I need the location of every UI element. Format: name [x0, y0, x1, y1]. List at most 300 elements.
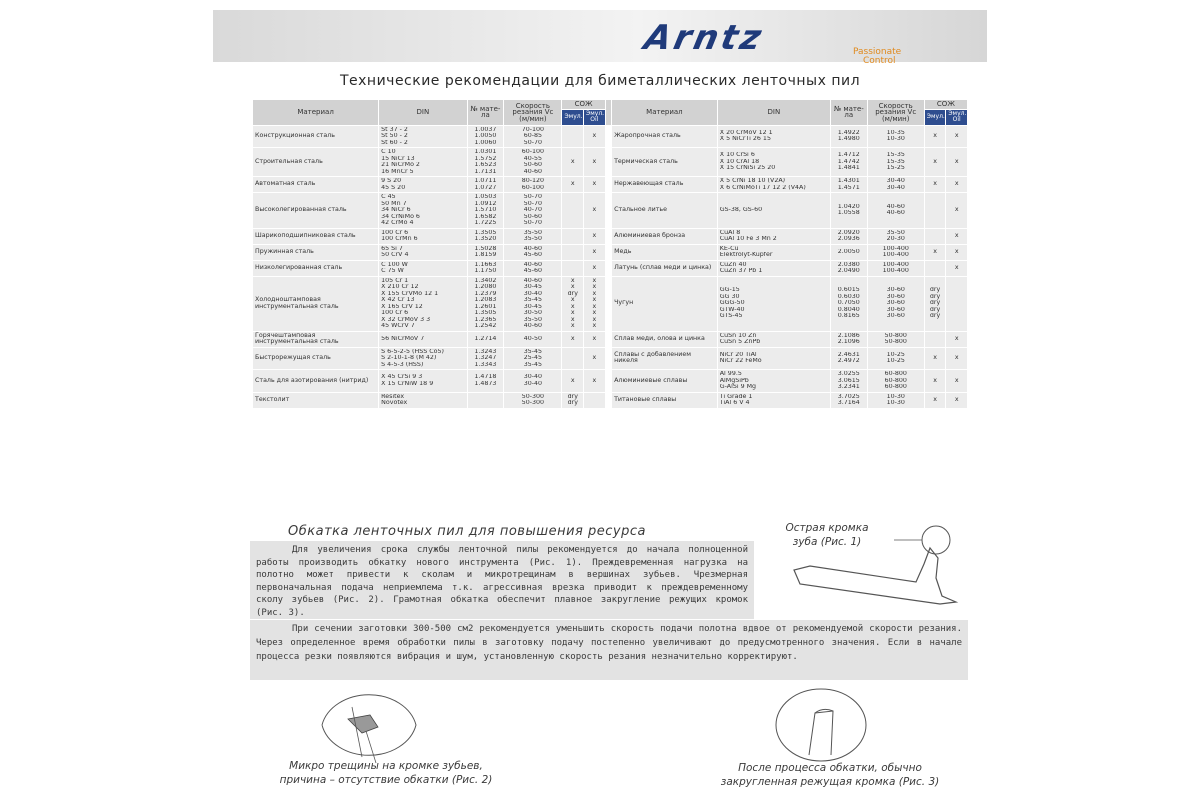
din-cell-line: Resitex: [381, 393, 405, 400]
material-number-cell: [467, 347, 504, 370]
cutting-speed-cell-line: 60-85: [523, 133, 543, 139]
cutting-speed-cell-line: 50-60: [523, 213, 543, 220]
cutting-speed-cell: [867, 260, 924, 276]
material-number-cell: [467, 148, 504, 177]
coolant-mark: x: [570, 377, 575, 384]
material-number-cell-line: 1.3505: [474, 310, 497, 316]
coolant-emulsion-cell: [924, 331, 946, 347]
coolant-oil-cell: [946, 244, 968, 260]
cutting-speed-cell-line: 40-55: [523, 155, 543, 162]
din-cell-line: S 6-5-2-5 (HSS Co5): [381, 348, 444, 355]
din-cell-line: St 37 - 2: [381, 126, 408, 133]
material-number-cell: [830, 260, 867, 276]
coolant-emulsion-cell: [562, 276, 584, 331]
material-cell: Конструкционная сталь: [253, 125, 379, 148]
coolant-oil-cell: [946, 260, 968, 276]
fig3-caption: [700, 761, 960, 789]
material-number-cell: [830, 193, 867, 229]
material-number-cell-line: 0.7050: [837, 300, 860, 307]
coolant-mark: dry: [567, 393, 578, 400]
material-number-cell-line: 1.3343: [474, 361, 497, 368]
material-cell: Стальное литье: [612, 193, 718, 229]
coolant-oil-cell: [584, 347, 606, 370]
table-body: [253, 125, 968, 408]
din-cell-line: 34 CrNiMo 6: [381, 213, 420, 220]
coolant-mark: x: [933, 396, 937, 403]
din-cell-line: CuSn 10 Zn: [719, 332, 757, 339]
cutting-speed-cell-line: 10-25: [886, 351, 905, 358]
coolant-mark: x: [592, 181, 597, 188]
coolant-oil-cell: [946, 392, 968, 408]
coolant-mark: dry: [567, 290, 578, 297]
cutting-speed-cell-line: 45-60: [523, 268, 543, 274]
din-cell: [379, 331, 467, 347]
material-cell: Алюминиевые сплавы: [612, 370, 718, 393]
table-row: [253, 148, 968, 177]
cutting-speed-cell-line: 100-400: [882, 252, 909, 258]
material-cell: Низколегированная сталь: [253, 260, 379, 276]
cutting-speed-cell-line: 25-45: [523, 355, 543, 361]
material-number-cell-line: 1.3402: [474, 277, 497, 284]
material-number-cell-line: 1.6582: [474, 213, 497, 220]
din-cell-line: 50 CrV 4: [381, 252, 409, 258]
coolant-mark: x: [592, 207, 597, 213]
coolant-mark: x: [954, 335, 959, 342]
coolant-mark: dry: [929, 313, 941, 320]
din-cell: [717, 331, 830, 347]
coolant-oil-cell: [584, 125, 606, 148]
coolant-mark: x: [954, 207, 959, 213]
din-cell: [717, 177, 830, 193]
material-number-cell-line: 1.2083: [474, 297, 497, 303]
din-cell: [379, 148, 467, 177]
material-number-cell-line: 3.0255: [837, 371, 860, 377]
material-number-cell-line: 2.4972: [837, 358, 860, 365]
coolant-emulsion-cell: [924, 392, 946, 408]
coolant-mark: x: [954, 181, 959, 188]
cutting-speed-cell-line: 35-50: [523, 229, 543, 236]
din-cell: [717, 228, 830, 244]
coolant-mark: x: [933, 355, 937, 361]
cutting-speed-cell: [867, 125, 924, 148]
coolant-emulsion-cell: [562, 125, 584, 148]
material-number-cell-line: 1.5028: [474, 245, 497, 252]
cutting-speed-cell-line: 40-60: [523, 323, 543, 329]
cutting-speed-cell: [504, 392, 562, 408]
coolant-emulsion-cell: [562, 148, 584, 177]
din-cell-line: C 100 W: [381, 261, 408, 268]
material-cell: Высоколегированная сталь: [253, 193, 379, 229]
cutting-speed-cell-line: 50-800: [884, 339, 907, 345]
material-number-cell-line: 1.3520: [474, 236, 497, 242]
cutting-speed-cell-line: 20-30: [886, 236, 905, 242]
din-cell-line: X 6 CrNiMoTi 17 12 2 (V4A): [719, 184, 806, 191]
cutting-speed-cell: [504, 125, 562, 148]
coolant-mark: x: [592, 335, 597, 342]
cutting-speed-cell: [504, 148, 562, 177]
fig2-caption-line-2: причина – отсутствие обкатки (Рис. 2): [279, 774, 493, 786]
material-number-cell-line: 1.0558: [837, 210, 860, 217]
material-number-cell: [830, 177, 867, 193]
run-in-paragraph-1: Для увеличения срока службы ленточной пилы рекомендуется до начала полноценной работы производить обкатку нового инструмента (Рис. 1). Преждевременная нагрузка на полотно может привести к сколам и микротрещинам в вершинах зубьев. Чрезмерная первоначальная подача неприемлема т.к. агрессивная врезка приводит к преждевременному сколу зубьев (Рис. 2). Грамотная обкатка обеспечит плавное закругление режущих кромок (Рис. 3).: [250, 541, 754, 619]
coolant-mark: dry: [929, 287, 941, 294]
coolant-emulsion-cell: [924, 177, 946, 193]
cutting-speed-cell: [867, 331, 924, 347]
coolant-emulsion-cell: [562, 193, 584, 229]
coolant-mark: x: [592, 377, 597, 384]
din-cell: [379, 125, 467, 148]
coolant-emulsion-cell: [924, 347, 946, 370]
din-cell: [717, 260, 830, 276]
cutting-speed-cell-line: 50-70: [523, 220, 543, 226]
coolant-mark: x: [592, 310, 597, 316]
material-number-cell: [830, 148, 867, 177]
cutting-speed-cell-line: 100-400: [882, 268, 909, 274]
material-number-cell-line: 1.0060: [474, 139, 497, 146]
din-cell-line: 45 S 20: [381, 184, 406, 191]
coolant-mark: x: [933, 377, 937, 384]
coolant-mark: x: [570, 297, 575, 303]
coolant-emulsion-cell: [924, 370, 946, 393]
din-cell-line: 34 NiCr 6: [381, 207, 411, 213]
din-cell-line: 65 Si 7: [381, 245, 403, 252]
col-coolant-right: СОЖ: [924, 100, 967, 110]
din-cell: [379, 193, 467, 229]
material-number-cell-line: 0.8040: [837, 306, 860, 313]
cutting-speed-cell-line: 10-30: [886, 136, 905, 143]
coolant-mark: x: [570, 181, 575, 188]
din-cell-line: GG 30: [719, 293, 740, 300]
material-number-cell-line: 1.4718: [474, 374, 497, 381]
coolant-oil-cell: [584, 177, 606, 193]
coolant-oil-cell: [946, 331, 968, 347]
din-cell-line: KE-Cu: [719, 245, 739, 252]
material-number-cell-line: 2.1086: [837, 332, 860, 339]
din-cell-line: X 10 CrSi 6: [719, 152, 755, 159]
cutting-speed-cell-line: 40-60: [886, 203, 905, 210]
material-cell: Чугун: [612, 276, 718, 331]
material-cell: Термическая сталь: [612, 148, 718, 177]
cutting-speed-cell-line: 80-120: [521, 178, 545, 184]
material-number-cell-line: 1.0711: [474, 178, 497, 184]
material-number-cell: [467, 276, 504, 331]
cutting-speed-cell-line: 60-800: [884, 377, 907, 384]
material-cell: Строительная сталь: [253, 148, 379, 177]
din-cell-line: 42 CrMo 4: [381, 220, 414, 226]
material-cell: Автоматная сталь: [253, 177, 379, 193]
din-cell-line: X 210 Cr 12: [381, 284, 419, 290]
col-coolant-wet: Эмул.: [562, 109, 584, 125]
din-cell: [717, 392, 830, 408]
coolant-oil-cell: [946, 347, 968, 370]
coolant-mark: x: [954, 355, 959, 361]
cutting-speed-cell-line: 35-45: [523, 361, 543, 368]
col-material: Материал: [253, 100, 379, 126]
coolant-emulsion-cell: [562, 260, 584, 276]
material-number-cell-line: 2.0380: [837, 261, 860, 268]
material-number-cell-line: 1.8159: [474, 252, 497, 258]
material-number-cell-line: 1.5752: [474, 155, 497, 162]
cutting-speed-cell: [867, 148, 924, 177]
cutting-speed-cell-line: 50-300: [521, 400, 545, 406]
table-row: [253, 228, 968, 244]
material-number-cell: [467, 244, 504, 260]
cutting-speed-cell-line: 35-45: [523, 297, 543, 303]
coolant-emulsion-cell: [924, 244, 946, 260]
coolant-mark: x: [933, 181, 937, 188]
section-title: Обкатка ленточных пил для повышения ресурса: [288, 524, 646, 539]
din-cell: [717, 125, 830, 148]
coolant-emulsion-cell: [562, 244, 584, 260]
material-number-cell-line: 2.1096: [837, 339, 860, 345]
rounded-edge-figure: [773, 685, 869, 763]
din-cell-line: Novotex: [381, 400, 408, 406]
material-cell: Латунь (сплав меди и цинка): [612, 260, 718, 276]
material-number-cell-line: 1.6523: [474, 162, 497, 168]
cutting-speed-cell: [504, 347, 562, 370]
coolant-mark: x: [570, 158, 575, 165]
coolant-oil-cell: [584, 276, 606, 331]
coolant-oil-cell: [946, 177, 968, 193]
material-number-cell-line: 1.2080: [474, 284, 497, 290]
coolant-mark: x: [570, 277, 575, 284]
cutting-speed-cell-line: 30-40: [523, 374, 543, 381]
recommendations-table: [252, 99, 968, 409]
din-cell-line: 16 MnCr 5: [381, 168, 414, 175]
material-number-cell: [467, 260, 504, 276]
din-cell-line: Elektrolyt-Kupfer: [719, 252, 773, 258]
col-material-right: Материал: [612, 100, 718, 126]
coolant-oil-cell: [946, 125, 968, 148]
din-cell: [379, 276, 467, 331]
din-cell: [379, 177, 467, 193]
fig3-caption-line-2: закругленная режущая кромка (Рис. 3): [720, 776, 940, 788]
din-cell-line: NiCr 20 TiAl: [719, 351, 757, 358]
table-row: [253, 244, 968, 260]
table-row: [253, 276, 968, 331]
material-cell: Горячештамповая инструментальная сталь: [253, 331, 379, 347]
material-number-cell: [830, 331, 867, 347]
cutting-speed-cell-line: 40-60: [523, 245, 543, 252]
coolant-emulsion-cell: [924, 260, 946, 276]
coolant-mark: x: [592, 303, 597, 310]
micro-cracks-figure: [318, 685, 420, 765]
material-cell: Пружинная сталь: [253, 244, 379, 260]
fig2-caption-line-1: Микро трещины на кромке зубьев,: [289, 760, 483, 772]
table-row: [253, 260, 968, 276]
din-cell-line: TiAl 6 V 4: [719, 400, 750, 406]
material-number-cell-line: 3.7164: [837, 400, 860, 406]
coolant-mark: x: [592, 316, 597, 323]
din-cell: [717, 148, 830, 177]
cutting-speed-cell: [867, 276, 924, 331]
coolant-mark: x: [592, 248, 597, 255]
coolant-mark: x: [954, 264, 959, 271]
cutting-speed-cell: [867, 347, 924, 370]
cutting-speed-cell-line: 10-30: [886, 393, 905, 400]
cutting-speed-cell-line: 30-60: [886, 293, 905, 300]
coolant-emulsion-cell: [562, 347, 584, 370]
coolant-mark: x: [570, 323, 575, 329]
coolant-mark: x: [954, 232, 959, 239]
coolant-mark: x: [592, 277, 597, 284]
material-number-cell-line: 1.7131: [474, 168, 497, 175]
material-number-cell-line: 1.2542: [474, 323, 497, 329]
material-number-cell: [830, 370, 867, 393]
din-cell: [717, 347, 830, 370]
cutting-speed-cell-line: 30-40: [886, 178, 905, 184]
material-number-cell: [467, 228, 504, 244]
cutting-speed-cell: [504, 276, 562, 331]
din-cell-line: GTW-40: [719, 306, 745, 313]
material-number-cell-line: 1.0727: [474, 184, 497, 191]
material-number-cell-line: 1.4922: [837, 129, 860, 136]
material-number-cell-line: 1.0420: [837, 203, 860, 210]
din-cell-line: Al 99.5: [719, 371, 742, 377]
table-row: [253, 193, 968, 229]
coolant-mark: dry: [929, 306, 941, 313]
din-cell-line: X 155 CrVMo 12 1: [381, 290, 439, 297]
material-cell: Медь: [612, 244, 718, 260]
din-cell-line: X 5 NiCrTi 26 15: [719, 136, 771, 143]
coolant-emulsion-cell: [562, 392, 584, 408]
table-row: [253, 392, 968, 408]
material-number-cell-line: 1.1663: [474, 261, 497, 268]
fig1-caption: [772, 521, 882, 549]
din-cell-line: S 2-10-1-8 (M 42): [381, 355, 437, 361]
col-coolant-wet-right: Эмул.: [924, 109, 946, 125]
coolant-emulsion-cell: [924, 228, 946, 244]
material-number-cell-line: 2.0920: [837, 229, 860, 236]
din-cell-line: 100 Cr 6: [381, 310, 409, 316]
page-title: Технические рекомендации для биметаллических ленточных пил: [339, 73, 861, 89]
coolant-emulsion-cell: [924, 276, 946, 331]
cutting-speed-cell-line: 50-800: [884, 332, 907, 339]
material-cell: Жаропрочная сталь: [612, 125, 718, 148]
din-cell-line: AlMgSiPb: [719, 377, 749, 384]
arntz-logo: Arntz: [640, 18, 768, 58]
material-number-cell-line: 1.1750: [474, 268, 497, 274]
col-coolant: СОЖ: [562, 100, 605, 110]
coolant-emulsion-cell: [924, 193, 946, 229]
col-din-right: DIN: [717, 100, 830, 126]
material-number-cell: [467, 370, 504, 393]
coolant-mark: x: [570, 316, 575, 323]
coolant-mark: x: [592, 232, 597, 239]
cutting-speed-cell-line: 10-25: [886, 358, 905, 365]
table-header-row: [253, 100, 968, 110]
material-number-cell-line: 1.4301: [837, 178, 860, 184]
cutting-speed-cell-line: 50-70: [523, 200, 543, 207]
din-cell: [379, 244, 467, 260]
material-number-cell-line: 1.0301: [474, 149, 497, 155]
cutting-speed-cell-line: 35-45: [523, 348, 543, 355]
din-cell-line: 105 Cr 1: [381, 277, 409, 284]
slogan-line-2: Control: [863, 56, 896, 66]
brand-slogan: [853, 48, 901, 66]
coolant-oil-cell: [584, 392, 606, 408]
coolant-oil-cell: [584, 193, 606, 229]
din-cell-line: X 15 CrNiSi 25 20: [719, 165, 776, 172]
fig1-caption-line-2: зуба (Рис. 1): [792, 536, 862, 548]
material-number-cell-line: 1.7225: [474, 220, 497, 226]
cutting-speed-cell-line: 30-60: [886, 313, 905, 320]
col-coolant-oil: Эмул. Oil: [584, 109, 606, 125]
material-number-cell: [467, 331, 504, 347]
table-row: [253, 331, 968, 347]
coolant-mark: x: [954, 377, 959, 384]
cutting-speed-cell-line: 15-35: [886, 158, 905, 165]
cutting-speed-cell-line: 40-60: [523, 261, 543, 268]
material-cell: Холодноштамповая инструментальная сталь: [253, 276, 379, 331]
din-cell-line: X 10 CrAl 18: [719, 158, 760, 165]
cutting-speed-cell-line: 40-60: [523, 277, 543, 284]
coolant-emulsion-cell: [562, 331, 584, 347]
coolant-oil-cell: [946, 148, 968, 177]
din-cell-line: GTS-45: [719, 313, 743, 320]
coolant-mark: x: [933, 248, 937, 255]
cutting-speed-cell-line: 60-100: [521, 149, 545, 155]
cutting-speed-cell: [504, 260, 562, 276]
table-row: [253, 125, 968, 148]
coolant-mark: x: [954, 158, 959, 165]
din-cell-line: St 50 - 2: [381, 133, 408, 139]
cutting-speed-cell-line: 10-35: [886, 129, 905, 136]
material-cell: Текстолит: [253, 392, 379, 408]
material-number-cell: [830, 125, 867, 148]
cutting-speed-cell-line: 35-50: [523, 316, 543, 323]
material-cell: Сплавы с добавлением никеля: [612, 347, 718, 370]
coolant-mark: dry: [567, 400, 578, 406]
fig2-caption: [236, 759, 536, 787]
material-number-cell-line: 0.6030: [837, 293, 860, 300]
material-number-cell: [467, 392, 504, 408]
coolant-mark: x: [570, 284, 575, 290]
material-number-cell: [830, 347, 867, 370]
coolant-emulsion-cell: [562, 228, 584, 244]
din-cell-line: Ti Grade 1: [719, 393, 753, 400]
coolant-mark: x: [570, 310, 575, 316]
material-cell: Шарикоподшипниковая сталь: [253, 228, 379, 244]
din-cell-line: C 45: [381, 194, 396, 200]
coolant-mark: dry: [929, 293, 941, 300]
cutting-speed-cell-line: 30-40: [886, 184, 905, 191]
din-cell-line: G-AlSi 9 Mg: [719, 384, 757, 390]
material-number-cell-line: 3.2341: [837, 384, 860, 390]
coolant-mark: x: [592, 323, 597, 329]
coolant-oil-cell: [946, 370, 968, 393]
cutting-speed-cell-line: 15-25: [886, 165, 905, 172]
material-cell: Титановые сплавы: [612, 392, 718, 408]
cutting-speed-cell-line: 15-35: [886, 152, 905, 159]
din-cell-line: CuSn 5 ZnPb: [719, 339, 761, 345]
material-cell: Сталь для азотирования (нитрид): [253, 370, 379, 393]
material-number-cell-line: 1.4742: [837, 158, 860, 165]
coolant-mark: x: [933, 133, 937, 139]
din-cell-line: S 4-5-3 (HSS): [381, 361, 424, 368]
din-cell: [717, 193, 830, 229]
coolant-mark: x: [592, 290, 597, 297]
din-cell-line: NiCr 22 FeMo: [719, 358, 762, 365]
din-cell: [379, 370, 467, 393]
material-cell: Сплав меди, олова и цинка: [612, 331, 718, 347]
material-number-cell-line: 1.0912: [474, 200, 497, 207]
din-cell-line: 45 WCrV 7: [381, 323, 415, 329]
cutting-speed-cell-line: 70-100: [521, 126, 545, 133]
coolant-oil-cell: [946, 276, 968, 331]
cutting-speed-cell-line: 50-70: [523, 139, 543, 146]
cutting-speed-cell-line: 40-60: [886, 210, 905, 217]
